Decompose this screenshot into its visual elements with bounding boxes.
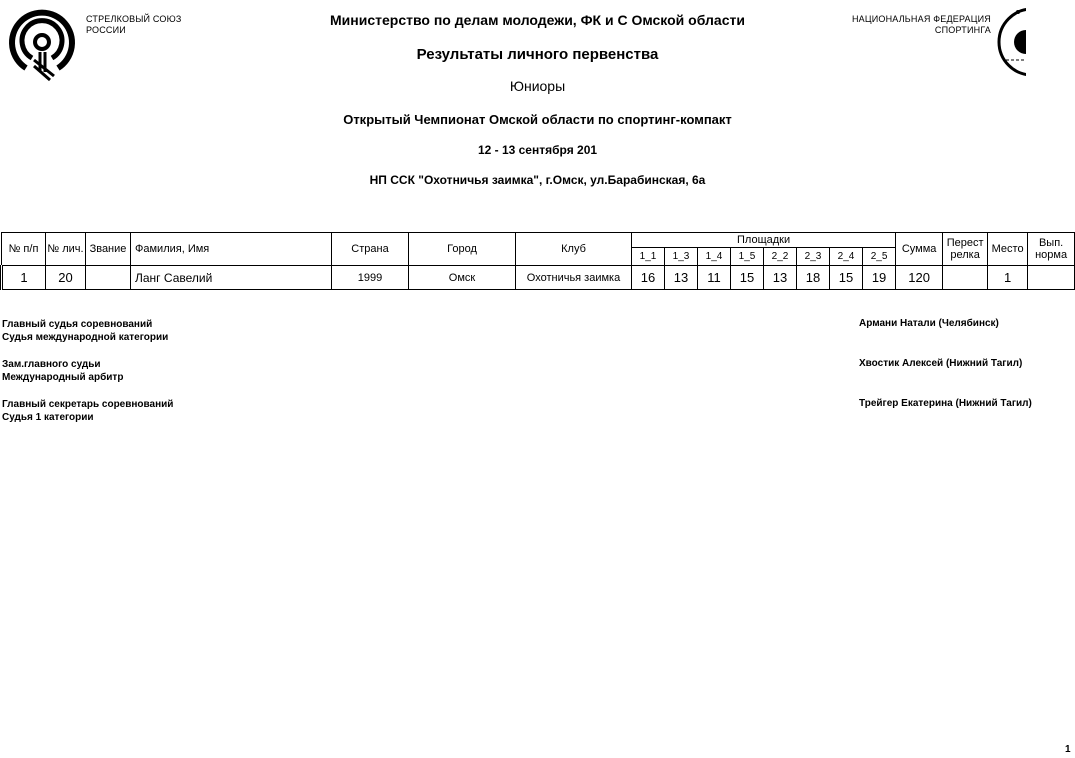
ministry-title: Министерство по делам молодежи, ФК и С Омской области (330, 12, 745, 28)
official-title: Главный секретарь соревнований (2, 399, 174, 410)
col-header-norm: Вып. норма (1028, 233, 1075, 266)
col-header-license: № лич. (46, 233, 86, 266)
col-header-club: Клуб (516, 233, 632, 266)
document-title: Результаты личного первенства (416, 46, 659, 63)
official-chief-secretary (2, 398, 173, 424)
col-header-city: Город (409, 233, 516, 266)
col-header-rank: Звание (86, 233, 131, 266)
cell-name: Ланг Савелий (131, 266, 332, 290)
cell-score: 18 (797, 266, 830, 290)
ground-header: 1_5 (731, 248, 764, 266)
cell-total: 120 (896, 266, 943, 290)
category-title: Юниоры (509, 78, 566, 94)
official-title: Главный судья соревнований (2, 319, 153, 330)
cell-score: 15 (731, 266, 764, 290)
col-header-num: № п/п (2, 233, 46, 266)
cell-city: Омск (409, 266, 516, 290)
page-number: 1 (1065, 744, 1071, 755)
org-left-line-2: РОССИИ (86, 25, 126, 35)
results-table (0, 232, 1075, 290)
ground-header: 2_4 (830, 248, 863, 266)
cell-place: 1 (988, 266, 1028, 290)
competition-dates: 12 - 13 сентября 201 (477, 143, 598, 157)
official-deputy-judge (2, 358, 123, 384)
cell-score: 19 (863, 266, 896, 290)
competition-venue: НП ССК "Охотничья заимка", г.Омск, ул.Барабинская, 6а (369, 173, 706, 187)
cell-norm (1028, 266, 1075, 290)
cell-score: 16 (632, 266, 665, 290)
col-header-total: Сумма (896, 233, 943, 266)
col-header-name: Фамилия, Имя (131, 233, 332, 266)
cell-score: 13 (764, 266, 797, 290)
cell-country: 1999 (332, 266, 409, 290)
official-category: Судья международной категории (2, 332, 169, 343)
cell-license: 20 (46, 266, 86, 290)
cell-num: 1 (2, 266, 46, 290)
official-category: Международный арбитр (2, 372, 124, 383)
cell-score: 11 (698, 266, 731, 290)
col-header-shootoff: Перест релка (943, 233, 988, 266)
col-header-place: Место (988, 233, 1028, 266)
ground-header: 1_4 (698, 248, 731, 266)
col-header-grounds: Площадки (632, 233, 896, 248)
ground-header: 1_1 (632, 248, 665, 266)
competition-title: Открытый Чемпионат Омской области по спортинг-компакт (343, 112, 732, 127)
official-name: Трейгер Екатерина (Нижний Тагил) (859, 398, 1032, 409)
cell-score: 15 (830, 266, 863, 290)
org-right-line-2: СПОРТИНГА (934, 25, 991, 35)
ground-header: 2_5 (863, 248, 896, 266)
cell-rank (86, 266, 131, 290)
official-chief-judge (2, 318, 168, 344)
official-category: Судья 1 категории (2, 412, 94, 423)
org-right-line-1: НАЦИОНАЛЬНАЯ ФЕДЕРАЦИЯ (851, 14, 991, 24)
ground-header: 2_3 (797, 248, 830, 266)
table-row (2, 266, 1075, 290)
ground-header: 1_3 (665, 248, 698, 266)
cell-shootoff (943, 266, 988, 290)
org-left-line-1: СТРЕЛКОВЫЙ СОЮЗ (86, 14, 182, 24)
col-header-country: Страна (332, 233, 409, 266)
cell-score: 13 (665, 266, 698, 290)
ground-header: 2_2 (764, 248, 797, 266)
official-name: Хвостик Алексей (Нижний Тагил) (859, 358, 1023, 369)
official-title: Зам.главного судьи (2, 359, 101, 370)
official-name: Армани Натали (Челябинск) (859, 318, 999, 329)
cell-club: Охотничья заимка (516, 266, 632, 290)
